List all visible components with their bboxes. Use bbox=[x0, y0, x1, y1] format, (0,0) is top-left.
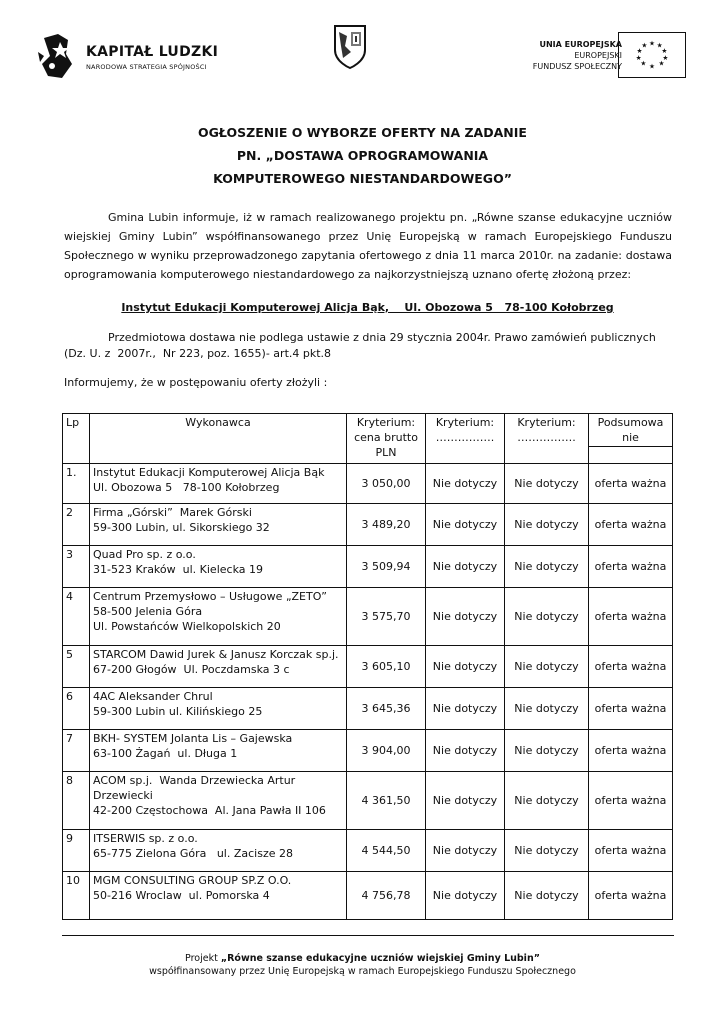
row-criterion-2: Nie dotyczy bbox=[426, 646, 505, 688]
kapital-ludzki-subtitle: NARODOWA STRATEGIA SPÓJNOŚCI bbox=[86, 63, 207, 71]
header-summary: Podsumowa nie bbox=[589, 414, 673, 447]
row-criterion-3: Nie dotyczy bbox=[505, 772, 589, 830]
kapital-ludzki-title: KAPITAŁ LUDZKI bbox=[86, 44, 219, 60]
row-criterion-2: Nie dotyczy bbox=[426, 464, 505, 504]
row-summary: oferta ważna bbox=[589, 730, 673, 772]
svg-text:★: ★ bbox=[649, 62, 655, 71]
row-summary: oferta ważna bbox=[589, 464, 673, 504]
row-summary: oferta ważna bbox=[589, 588, 673, 646]
svg-text:★: ★ bbox=[656, 41, 663, 50]
contractor-line-1: ACOM sp.j. Wanda Drzewiecka Artur bbox=[93, 774, 296, 787]
row-contractor bbox=[90, 504, 347, 546]
notice-line-1: Przedmiotowa dostawa nie podlega ustawie z dnia 29 stycznia 2004r. Prawo zamówień publicznych bbox=[108, 331, 656, 344]
row-criterion-3: Nie dotyczy bbox=[505, 588, 589, 646]
table-row bbox=[63, 588, 673, 646]
svg-text:★: ★ bbox=[662, 53, 669, 62]
row-summary: oferta ważna bbox=[589, 546, 673, 588]
row-price: 3 605,10 bbox=[347, 646, 426, 688]
row-price: 4 544,50 bbox=[347, 830, 426, 872]
row-criterion-2: Nie dotyczy bbox=[426, 546, 505, 588]
row-contractor bbox=[90, 872, 347, 920]
svg-text:★: ★ bbox=[635, 53, 642, 62]
footer-line-2: współfinansowany przez Unię Europejską w ramach Europejskiego Funduszu Społecznego bbox=[149, 966, 576, 977]
contractor-line-1: MGM CONSULTING GROUP SP.Z O.O. bbox=[93, 874, 292, 887]
row-summary: oferta ważna bbox=[589, 772, 673, 830]
row-contractor bbox=[90, 688, 347, 730]
row-contractor bbox=[90, 588, 347, 646]
row-price: 3 645,36 bbox=[347, 688, 426, 730]
row-lp: 9 bbox=[63, 830, 90, 872]
contractor-line-2: Drzewiecki bbox=[93, 789, 153, 802]
row-criterion-2: Nie dotyczy bbox=[426, 830, 505, 872]
row-criterion-3: Nie dotyczy bbox=[505, 872, 589, 920]
row-summary: oferta ważna bbox=[589, 830, 673, 872]
title-line-1: OGŁOSZENIE O WYBORZE OFERTY NA ZADANIE bbox=[198, 125, 527, 140]
offers-table-body bbox=[63, 464, 673, 920]
inform-line: Informujemy, że w postępowaniu oferty złożyli : bbox=[64, 376, 328, 389]
contractor-line-3: Ul. Powstańców Wielkopolskich 20 bbox=[93, 620, 281, 633]
row-summary: oferta ważna bbox=[589, 688, 673, 730]
row-criterion-2: Nie dotyczy bbox=[426, 730, 505, 772]
row-criterion-2: Nie dotyczy bbox=[426, 588, 505, 646]
table-row bbox=[63, 730, 673, 772]
row-lp: 3 bbox=[63, 546, 90, 588]
footer-divider bbox=[62, 935, 674, 936]
row-contractor bbox=[90, 772, 347, 830]
header-criterion-2: Kryterium: ……………. bbox=[426, 414, 505, 464]
selected-offer: Instytut Edukacji Komputerowej Alicja Bąk, Ul. Obozowa 5 78-100 Kołobrzeg bbox=[121, 301, 614, 314]
contractor-line-2: 63-100 Żagań ul. Długa 1 bbox=[93, 747, 238, 760]
row-contractor bbox=[90, 546, 347, 588]
table-row bbox=[63, 646, 673, 688]
svg-text:★: ★ bbox=[640, 59, 647, 68]
row-criterion-3: Nie dotyczy bbox=[505, 504, 589, 546]
intro-paragraph: Gmina Lubin informuje, iż w ramach realizowanego projektu pn. „Równe szanse edukacyjne uczniów wiejskiej Gminy Lubin” współfinansowanego przez Unię Europejską w ramach Europejskiego Funduszu Społecznego w wyniku przeprowadzonego zapytania ofertowego z dnia 11 marca 2010r. na zadanie: dostawa oprogramowania komputerowego niestandardowego za najkorzystniejszą uznano ofertę złożoną przez: bbox=[64, 211, 672, 281]
municipal-crest-icon bbox=[333, 24, 367, 70]
row-contractor bbox=[90, 646, 347, 688]
eu-line-3: FUNDUSZ SPOŁECZNY bbox=[532, 62, 622, 71]
row-criterion-2: Nie dotyczy bbox=[426, 688, 505, 730]
row-criterion-2: Nie dotyczy bbox=[426, 772, 505, 830]
table-row bbox=[63, 772, 673, 830]
header-criterion-3: Kryterium: ……………. bbox=[505, 414, 589, 464]
table-row bbox=[63, 872, 673, 920]
eu-flag-icon bbox=[618, 32, 686, 78]
table-row bbox=[63, 830, 673, 872]
eu-line-2: EUROPEJSKI bbox=[574, 51, 622, 60]
contractor-line-1: BKH- SYSTEM Jolanta Lis – Gajewska bbox=[93, 732, 293, 745]
contractor-line-2: 65-775 Zielona Góra ul. Zacisze 28 bbox=[93, 847, 293, 860]
contractor-line-2: Ul. Obozowa 5 78-100 Kołobrzeg bbox=[93, 481, 280, 494]
row-lp: 10 bbox=[63, 872, 90, 920]
row-contractor bbox=[90, 830, 347, 872]
row-summary: oferta ważna bbox=[589, 646, 673, 688]
svg-text:★: ★ bbox=[649, 39, 655, 48]
contractor-line-1: Firma „Górski” Marek Górski bbox=[93, 506, 252, 519]
row-lp: 4 bbox=[63, 588, 90, 646]
table-row bbox=[63, 504, 673, 546]
row-price: 4 756,78 bbox=[347, 872, 426, 920]
svg-text:★: ★ bbox=[636, 47, 643, 56]
table-row bbox=[63, 546, 673, 588]
row-contractor bbox=[90, 730, 347, 772]
contractor-line-2: 59-300 Lubin ul. Kilińskiego 25 bbox=[93, 705, 263, 718]
contractor-line-2: 31-523 Kraków ul. Kielecka 19 bbox=[93, 563, 263, 576]
contractor-line-2: 50-216 Wroclaw ul. Pomorska 4 bbox=[93, 889, 270, 902]
footer-line-1 bbox=[0, 953, 725, 964]
row-lp: 8 bbox=[63, 772, 90, 830]
svg-text:★: ★ bbox=[661, 47, 668, 56]
row-criterion-3: Nie dotyczy bbox=[505, 464, 589, 504]
row-price: 3 575,70 bbox=[347, 588, 426, 646]
title-line-3: KOMPUTEROWEGO NIESTANDARDOWEGO” bbox=[213, 171, 512, 186]
footer-prefix: Projekt bbox=[185, 953, 221, 964]
contractor-line-2: 67-200 Głogów Ul. Poczdamska 3 c bbox=[93, 663, 290, 676]
footer-project-name: „Równe szanse edukacyjne uczniów wiejskiej Gminy Lubin” bbox=[220, 953, 540, 964]
kapital-ludzki-emblem-icon bbox=[38, 30, 76, 82]
row-price: 3 509,94 bbox=[347, 546, 426, 588]
eu-logo-text bbox=[480, 39, 622, 72]
contractor-line-1: ITSERWIS sp. z o.o. bbox=[93, 832, 198, 845]
contractor-line-1: 4AC Aleksander Chrul bbox=[93, 690, 213, 703]
svg-text:★: ★ bbox=[658, 59, 665, 68]
row-criterion-3: Nie dotyczy bbox=[505, 688, 589, 730]
row-criterion-3: Nie dotyczy bbox=[505, 830, 589, 872]
notice-line-2: (Dz. U. z 2007r., Nr 223, poz. 1655)- art.4 pkt.8 bbox=[64, 347, 332, 360]
eu-line-1: UNIA EUROPEJSKA bbox=[539, 40, 622, 49]
header-lp: Lp bbox=[63, 414, 90, 464]
contractor-line-1: Quad Pro sp. z o.o. bbox=[93, 548, 196, 561]
contractor-line-2: 58-500 Jelenia Góra bbox=[93, 605, 203, 618]
kapital-ludzki-logo bbox=[38, 30, 228, 86]
offers-table bbox=[62, 413, 673, 920]
row-lp: 2 bbox=[63, 504, 90, 546]
row-summary: oferta ważna bbox=[589, 872, 673, 920]
row-lp: 1. bbox=[63, 464, 90, 504]
row-price: 3 489,20 bbox=[347, 504, 426, 546]
row-price: 3 050,00 bbox=[347, 464, 426, 504]
contractor-line-1: STARCOM Dawid Jurek & Janusz Korczak sp.j. bbox=[93, 648, 339, 661]
row-criterion-3: Nie dotyczy bbox=[505, 646, 589, 688]
table-row bbox=[63, 464, 673, 504]
row-criterion-2: Nie dotyczy bbox=[426, 872, 505, 920]
svg-text:★: ★ bbox=[641, 41, 648, 50]
row-summary: oferta ważna bbox=[589, 504, 673, 546]
row-price: 4 361,50 bbox=[347, 772, 426, 830]
row-criterion-3: Nie dotyczy bbox=[505, 730, 589, 772]
contractor-line-2: 59-300 Lubin, ul. Sikorskiego 32 bbox=[93, 521, 270, 534]
row-criterion-2: Nie dotyczy bbox=[426, 504, 505, 546]
row-lp: 5 bbox=[63, 646, 90, 688]
row-lp: 7 bbox=[63, 730, 90, 772]
row-contractor bbox=[90, 464, 347, 504]
contractor-line-3: 42-200 Częstochowa Al. Jana Pawła II 106 bbox=[93, 804, 326, 817]
row-price: 3 904,00 bbox=[347, 730, 426, 772]
header-criterion-price: Kryterium: cena brutto PLN bbox=[347, 414, 426, 464]
row-lp: 6 bbox=[63, 688, 90, 730]
contractor-line-1: Centrum Przemysłowo – Usługowe „ZETO” bbox=[93, 590, 327, 603]
contractor-line-1: Instytut Edukacji Komputerowej Alicja Bąk bbox=[93, 466, 325, 479]
table-header-row bbox=[63, 414, 673, 447]
row-criterion-3: Nie dotyczy bbox=[505, 546, 589, 588]
table-row bbox=[63, 688, 673, 730]
header-contractor: Wykonawca bbox=[90, 414, 347, 464]
title-line-2: PN. „DOSTAWA OPROGRAMOWANIA bbox=[236, 148, 489, 163]
header-summary-sub bbox=[589, 447, 673, 464]
